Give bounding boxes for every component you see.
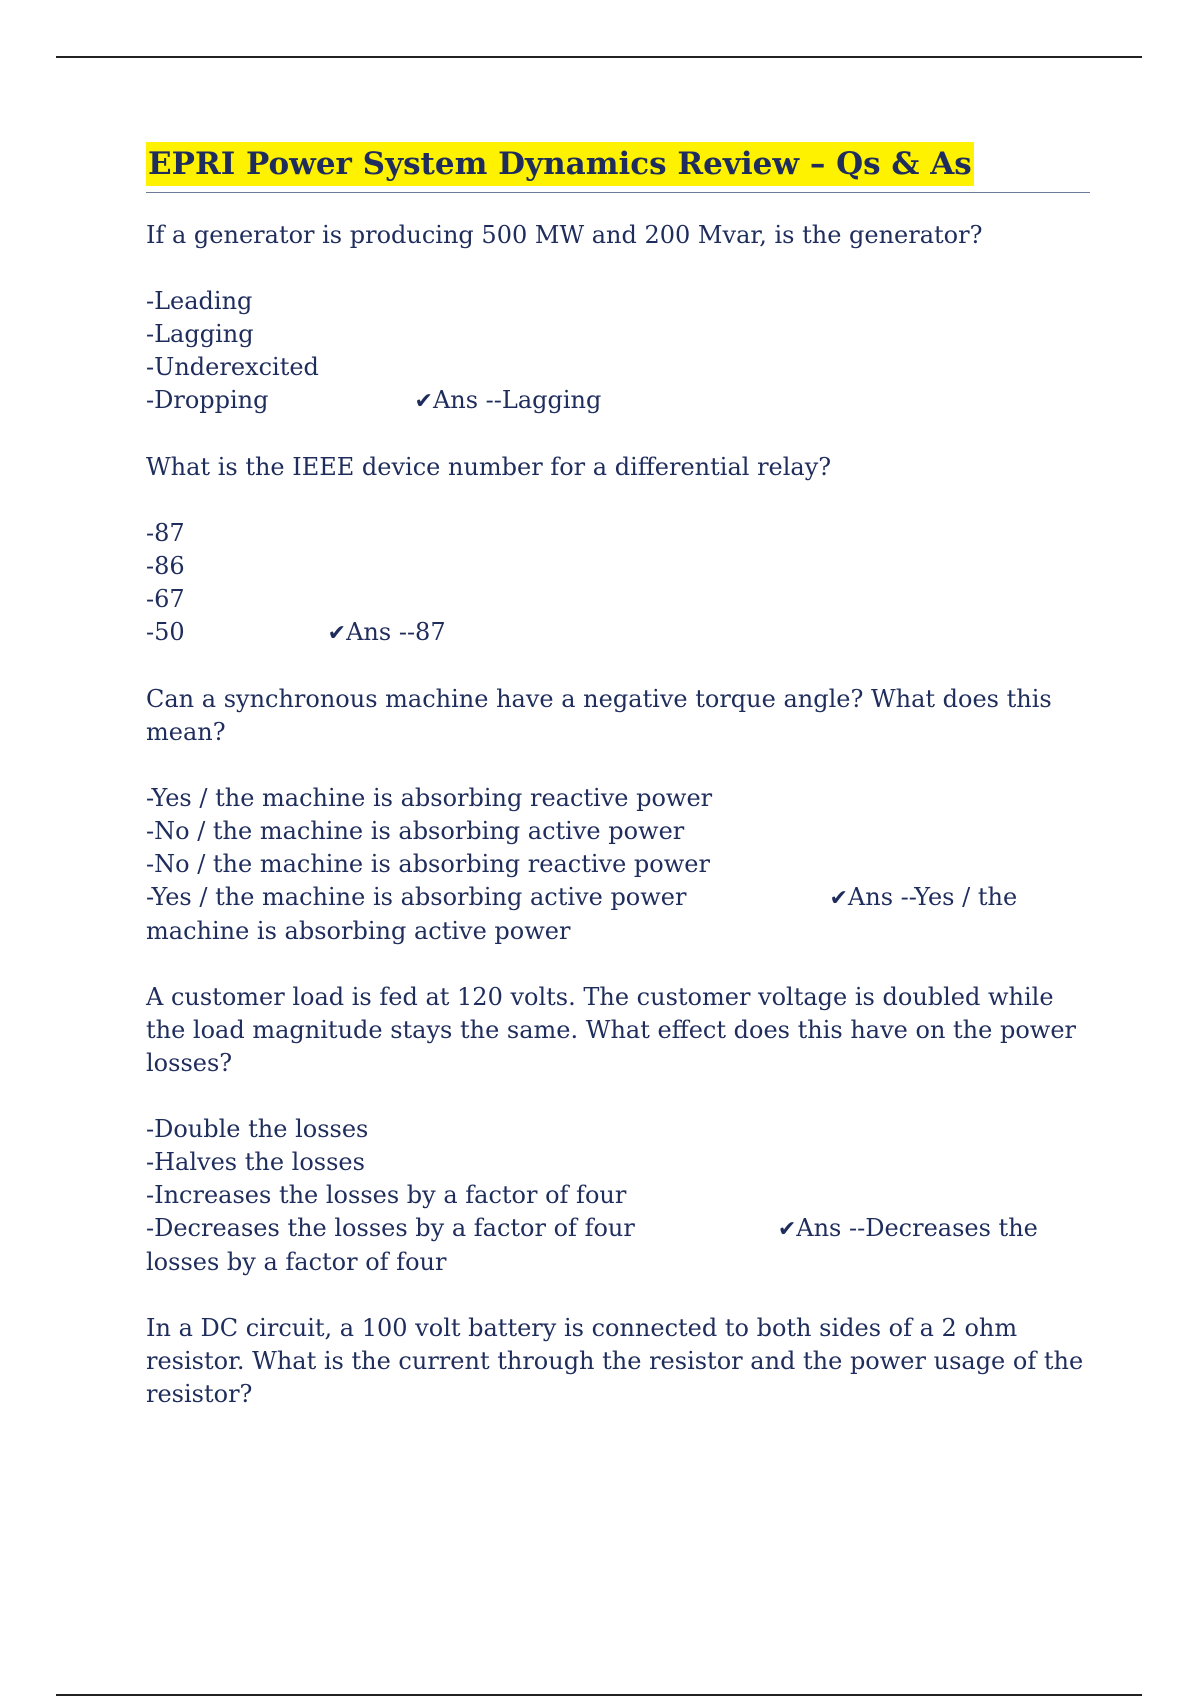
top-page-rule [56,56,1142,58]
question-3: Can a synchronous machine have a negative torque angle? What does this mean? [146,685,1052,746]
question-2: What is the IEEE device number for a differential relay? [146,453,832,481]
question-4: A customer load is fed at 120 volts. The customer voltage is doubled while the load magnitude stays the same. What effect does this have on the power losses? [146,983,1076,1077]
option-1-d: -Dropping [146,386,269,414]
checkmark-icon: ✔ [829,886,848,911]
answer-3: Ans --Yes / the machine is absorbing active power [146,883,1018,945]
checkmark-icon: ✔ [777,1217,797,1242]
option-4-b: -Halves the losses [146,1148,365,1176]
option-3-b: -No / the machine is absorbing active power [146,817,685,845]
answer-1: Ans --Lagging [432,386,602,414]
option-2-d-with-answer [146,616,1090,650]
option-3-d-with-answer [146,881,1090,948]
option-4-d-with-answer [146,1212,1090,1279]
title-block [146,142,1090,193]
document-title: EPRI Power System Dynamics Review – Qs & As [146,142,974,186]
question-1: If a generator is producing 500 MW and 200 Mvar, is the generator? [146,221,983,249]
option-2-b: -86 [146,552,185,580]
option-2-c: -67 [146,585,185,613]
option-3-a: -Yes / the machine is absorbing reactive power [146,784,713,812]
option-4-a: -Double the losses [146,1115,369,1143]
option-1-b: -Lagging [146,320,254,348]
option-3-c: -No / the machine is absorbing reactive power [146,850,710,878]
answer-2: Ans --87 [346,618,446,646]
option-1-a: -Leading [146,287,253,315]
options-4 [146,1113,1090,1279]
option-4-c: -Increases the losses by a factor of four [146,1181,627,1209]
options-1 [146,285,1090,418]
option-3-d: -Yes / the machine is absorbing active power [146,883,687,911]
options-2 [146,517,1090,650]
question-5: In a DC circuit, a 100 volt battery is connected to both sides of a 2 ohm resistor. What is the current through the resistor and the power usage of the resistor? [146,1314,1084,1408]
document-body [146,142,1090,1444]
options-3 [146,782,1090,948]
bottom-page-rule [56,1694,1142,1696]
option-4-d: -Decreases the losses by a factor of four [146,1214,635,1242]
option-2-d: -50 [146,618,185,646]
checkmark-icon: ✔ [327,621,347,646]
checkmark-icon: ✔ [414,389,433,414]
option-1-d-with-answer [146,384,1090,418]
option-1-c: -Underexcited [146,353,319,381]
option-2-a: -87 [146,519,185,547]
answer-4: Ans --Decreases the losses by a factor of four [146,1214,1038,1276]
